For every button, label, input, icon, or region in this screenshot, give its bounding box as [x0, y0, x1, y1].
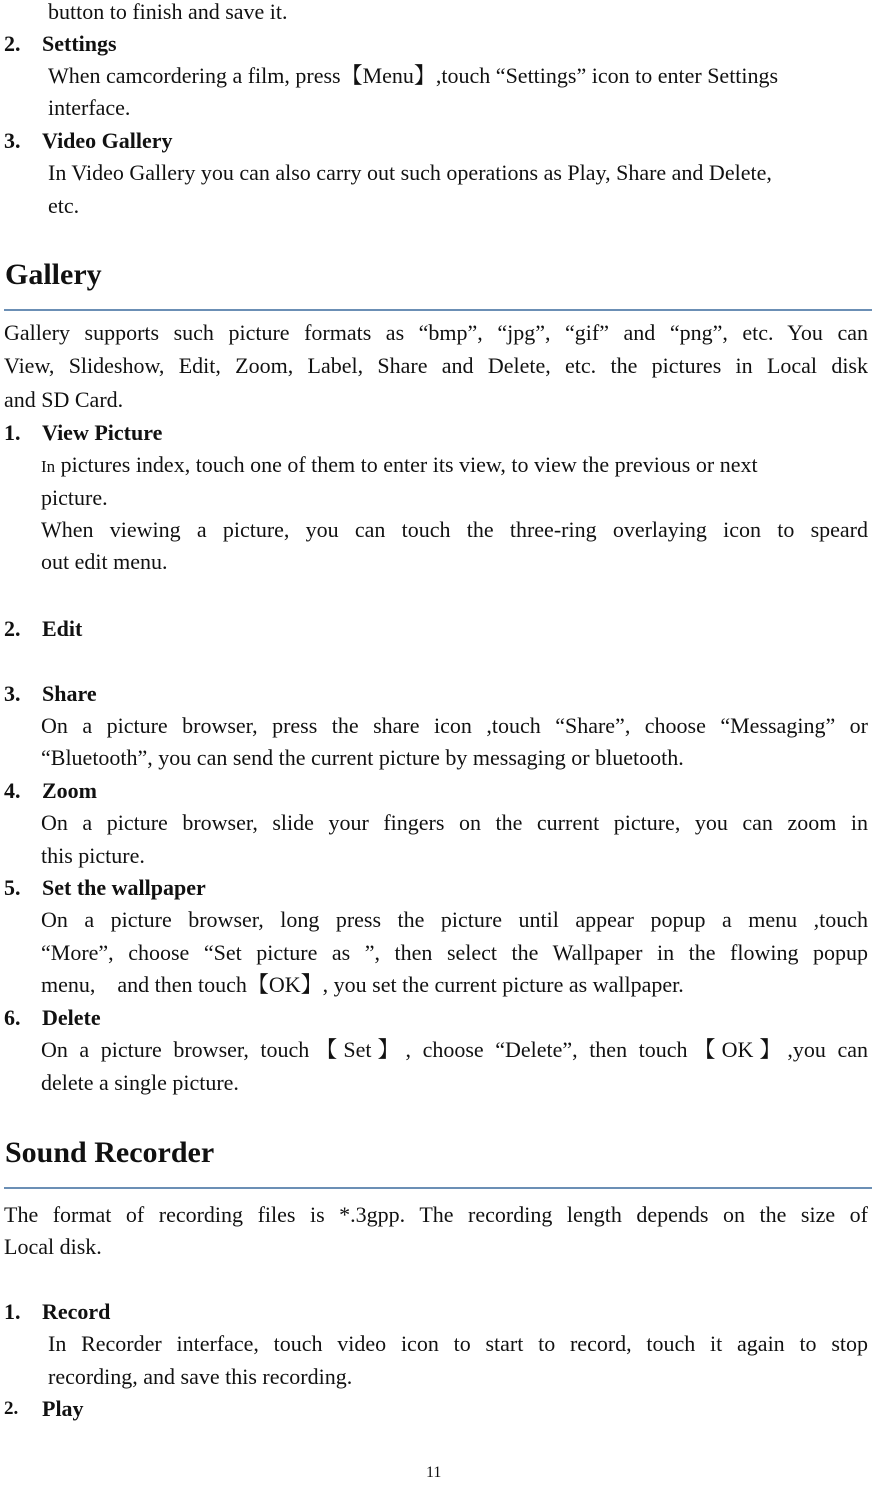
- gallery-intro-3: and SD Card.: [4, 387, 124, 412]
- zoom-text-1: On a picture browser, slide your fingers on the current picture, you can zoom in: [41, 810, 868, 835]
- video-gallery-text-2: etc.: [48, 193, 80, 218]
- view-picture-text-3: When viewing a picture, you can touch the three-ring overlaying icon to speard: [41, 517, 868, 542]
- edit-title: Edit: [42, 616, 83, 641]
- zoom-number: 4.: [4, 778, 21, 803]
- record-text-1: In Recorder interface, touch video icon to start to record, touch it again to stop: [48, 1331, 868, 1356]
- video-gallery-number: 3.: [4, 128, 21, 153]
- wallpaper-title: Set the wallpaper: [42, 875, 206, 900]
- view-picture-text-2: picture.: [41, 485, 108, 510]
- sound-recorder-divider: [4, 1187, 872, 1189]
- view-picture-number: 1.: [4, 420, 21, 445]
- gallery-heading: Gallery: [5, 258, 102, 291]
- wallpaper-text-2: “More”, choose “Set picture as ”, then select the Wallpaper in the flowing popup: [41, 940, 868, 965]
- sound-recorder-heading: Sound Recorder: [5, 1136, 215, 1169]
- wallpaper-text-1: On a picture browser, long press the picture until appear popup a menu ,touch: [41, 907, 868, 932]
- settings-title: Settings: [42, 31, 117, 56]
- zoom-text-2: this picture.: [41, 843, 145, 868]
- delete-text-2: delete a single picture.: [41, 1070, 239, 1095]
- gallery-intro-1: Gallery supports such picture formats as “bmp”, “jpg”, “gif” and “png”, etc. You can: [4, 320, 868, 345]
- share-number: 3.: [4, 681, 21, 706]
- share-text-1: On a picture browser, press the share icon ,touch “Share”, choose “Messaging” or: [41, 713, 868, 738]
- settings-text-2: interface.: [48, 95, 131, 120]
- view-picture-text-4: out edit menu.: [41, 549, 168, 574]
- video-gallery-title: Video Gallery: [42, 128, 173, 153]
- sound-recorder-intro-1: The format of recording files is *.3gpp. The recording length depends on the size of: [4, 1202, 868, 1227]
- settings-text-1: When camcordering a film, press【Menu】,touch “Settings” icon to enter Settings: [48, 63, 779, 88]
- play-number: 2.: [4, 1398, 19, 1419]
- record-number: 1.: [4, 1299, 21, 1324]
- view-picture-text-1: [41, 454, 758, 476]
- share-title: Share: [42, 681, 97, 706]
- edit-number: 2.: [4, 616, 21, 641]
- record-title: Record: [42, 1299, 111, 1324]
- delete-title: Delete: [42, 1005, 101, 1030]
- record-text-2: recording, and save this recording.: [48, 1364, 353, 1389]
- view-picture-lead: In: [41, 457, 56, 476]
- page-number: 11: [426, 1464, 442, 1481]
- view-picture-text-1-rest: pictures index, touch one of them to enter its view, to view the previous or next: [55, 452, 758, 477]
- video-gallery-text-1: In Video Gallery you can also carry out such operations as Play, Share and Delete,: [48, 160, 772, 185]
- zoom-title: Zoom: [42, 778, 97, 803]
- wallpaper-text-3: menu, and then touch【OK】, you set the current picture as wallpaper.: [41, 972, 684, 997]
- delete-text-1: On a picture browser, touch【Set】, choose “Delete”, then touch【OK】,you can: [41, 1037, 868, 1062]
- continued-text: button to finish and save it.: [48, 0, 288, 24]
- play-title: Play: [42, 1396, 84, 1421]
- wallpaper-number: 5.: [4, 875, 21, 900]
- delete-number: 6.: [4, 1005, 21, 1030]
- share-text-2: “Bluetooth”, you can send the current picture by messaging or bluetooth.: [41, 745, 684, 770]
- gallery-divider: [4, 309, 872, 311]
- view-picture-title: View Picture: [42, 420, 163, 445]
- sound-recorder-intro-2: Local disk.: [4, 1234, 102, 1259]
- gallery-intro-2: View, Slideshow, Edit, Zoom, Label, Share and Delete, etc. the pictures in Local disk: [4, 353, 868, 378]
- settings-number: 2.: [4, 31, 21, 56]
